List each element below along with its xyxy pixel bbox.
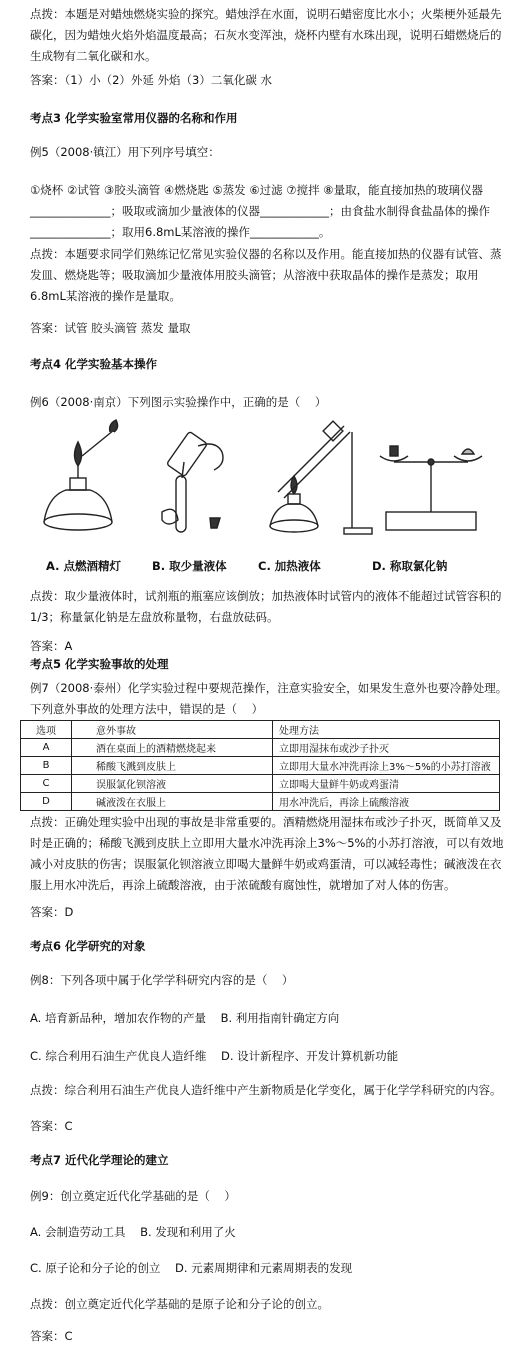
- answer-1: 答案：（1）小（2）外延 外焰（3）二氧化碳 水: [30, 73, 273, 87]
- table-row: [21, 757, 500, 775]
- section-heading-7: 考点7 近代化学理论的建立: [30, 1153, 169, 1167]
- table-cell: 立即用湿抹布或沙子扑灭: [273, 739, 500, 757]
- table-cell: 碱液泼在衣服上: [72, 793, 273, 811]
- analysis-paragraph-7: 点拨：正确处理实验中出现的事故是非常重要的。酒精燃烧用湿抹布或沙子扑灭，既简单又及时是正确的；稀酸飞溅到皮肤上立即用大量水冲洗再涂上3%～5%的小苏打溶液，可以有效地减小对皮肤的伤害；误服氯化钡溶液立即喝大量鲜牛奶或鸡蛋清，可以减轻毒性；碱液泼在衣服上用水冲洗后，再涂上硫酸溶液，由于浓硫酸有腐蚀性，就增加了对人体的伤害。: [30, 815, 504, 892]
- pour-liquid-illustration: [162, 431, 223, 532]
- example-8-options-ab: A. 培育新品种，增加农作物的产量 B. 利用指南针确定方向: [30, 1011, 340, 1025]
- table-header-row: [21, 721, 500, 739]
- section-heading-4: 考点4 化学实验基本操作: [30, 357, 158, 371]
- heat-liquid-illustration: [270, 421, 372, 534]
- alcohol-lamp-illustration: [44, 420, 118, 530]
- example-5-title: 例5（2008·镇江）用下列序号填空：: [30, 145, 220, 159]
- section-heading-5: 考点5 化学实验事故的处理: [30, 657, 169, 671]
- analysis-paragraph-9: 点拨：创立奠定近代化学基础的是原子论和分子论的创立。: [30, 1297, 329, 1311]
- figure-caption-a: A. 点燃酒精灯: [46, 559, 121, 573]
- figure-caption-c: C. 加热液体: [258, 559, 321, 573]
- table-row: [21, 793, 500, 811]
- example-8-title: 例8：下列各项中属于化学学科研究内容的是（ ）: [30, 973, 294, 987]
- example-8-options-cd: C. 综合利用石油生产优良人造纤维 D. 设计新程序、开发计算机新功能: [30, 1049, 399, 1063]
- analysis-paragraph-5: 点拨：本题要求同学们熟练记忆常见实验仪器的名称以及作用。能直接加热的仪器有试管、蒸发皿、燃烧匙等；吸取滴加少量液体用胶头滴管；从溶液中获取晶体的操作是蒸发；取用6.8mL某溶液的操作是量取。: [30, 247, 502, 303]
- balance-illustration: [380, 446, 482, 530]
- section-heading-3: 考点3 化学实验室常用仪器的名称和作用: [30, 111, 238, 125]
- table-cell: C: [21, 775, 72, 793]
- analysis-paragraph-6: 点拨：取少量液体时，试剂瓶的瓶塞应该倒放；加热液体时试管内的液体不能超过试管容积的1/3；称量氯化钠是左盘放称量物，右盘放砝码。: [30, 589, 502, 624]
- table-row: [21, 739, 500, 757]
- lab-operations-figure: [26, 416, 496, 556]
- table-cell: 酒在桌面上的酒精燃烧起来: [72, 739, 273, 757]
- example-9-options-cd: C. 原子论和分子论的创立 D. 元素周期律和元素周期表的发现: [30, 1261, 353, 1275]
- answer-9: 答案：C: [30, 1329, 73, 1343]
- table-cell: 立即喝大量鲜牛奶或鸡蛋清: [273, 775, 500, 793]
- figure-caption-b: B. 取少量液体: [152, 559, 227, 573]
- analysis-paragraph-1: 点拨：本题是对蜡烛燃烧实验的探究。蜡烛浮在水面，说明石蜡密度比水小；火柴梗外延最先碳化，因为蜡烛火焰外焰温度最高；石灰水变浑浊，烧杯内壁有水珠出现，说明石蜡燃烧后的生成物有二氧化碳和水。: [30, 7, 502, 63]
- analysis-paragraph-8: 点拨：综合利用石油生产优良人造纤维中产生新物质是化学变化，属于化学学科研究的内容。: [30, 1083, 502, 1097]
- figure-caption-d: D. 称取氯化钠: [372, 559, 448, 573]
- answer-8: 答案：C: [30, 1119, 73, 1133]
- table-row: [21, 775, 500, 793]
- table-cell: D: [21, 793, 72, 811]
- table-cell: 用水冲洗后，再涂上硫酸溶液: [273, 793, 500, 811]
- answer-6-text: 答案：A: [30, 639, 73, 653]
- table-header-cell: 意外事故: [72, 721, 273, 739]
- table-cell: A: [21, 739, 72, 757]
- table-cell: 立即用大量水冲洗再涂上3%～5%的小苏打溶液: [273, 757, 500, 775]
- example-5-items: ①烧杯 ②试管 ③胶头滴管 ④燃烧匙 ⑤蒸发 ⑥过滤 ⑦搅拌 ⑧量取，能直接加热的玻璃仪器______________；吸取或滴加少量液体的仪器____________；由食盐水制得食盐晶体的操作______________；取用6.8mL某溶液的操作____________。: [30, 183, 490, 239]
- answer-5: 答案：试管 胶头滴管 蒸发 量取: [30, 321, 191, 335]
- table-header-cell: 处理方法: [273, 721, 500, 739]
- table-header-cell: 选项: [21, 721, 72, 739]
- example-6-title: 例6（2008·南京）下列图示实验操作中，正确的是（ ）: [30, 395, 327, 409]
- example-7-title: 例7（2008·泰州）化学实验过程中要规范操作，注意实验安全，如果发生意外也要冷静处理。下列意外事故的处理方法中，错误的是（ ）: [30, 681, 508, 716]
- example-9-options-ab: A. 会制造劳动工具 B. 发现和利用了火: [30, 1225, 236, 1239]
- answer-7: 答案：D: [30, 905, 74, 919]
- table-cell: 稀酸飞溅到皮肤上: [72, 757, 273, 775]
- section-heading-6: 考点6 化学研究的对象: [30, 939, 146, 953]
- table-cell: B: [21, 757, 72, 775]
- example-9-title: 例9：创立奠定近代化学基础的是（ ）: [30, 1189, 236, 1203]
- table-cell: 误服氯化钡溶液: [72, 775, 273, 793]
- accident-table: [20, 720, 500, 811]
